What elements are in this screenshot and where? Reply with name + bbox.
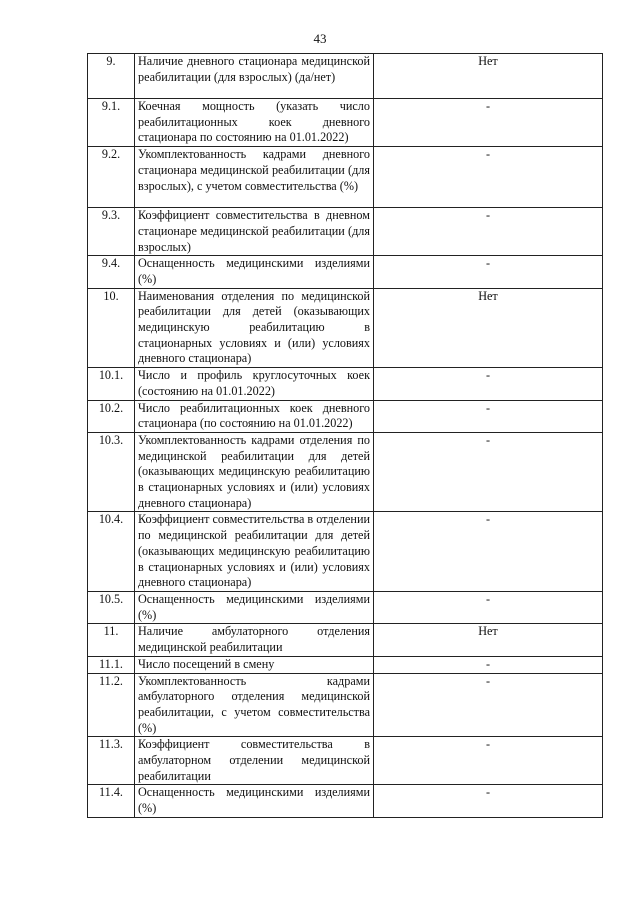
table-row bbox=[88, 512, 603, 592]
indicator-value-cell: Нет bbox=[374, 624, 603, 656]
indicator-name-cell: Укомплектованность кадрами отделения по медицинской реабилитации для детей (оказывающих медицинскую реабилитацию в стационарных условиях и (или) условиях дневного стационара) bbox=[135, 432, 374, 512]
indicator-value-cell: - bbox=[374, 785, 603, 817]
indicator-name-cell: Коечная мощность (указать число реабилитационных коек дневного стационара по состоянию на 01.01.2022) bbox=[135, 99, 374, 147]
indicator-value-cell: Нет bbox=[374, 288, 603, 368]
indicator-name-cell: Укомплектованность кадрами амбулаторного отделения медицинской реабилитации, с учетом совместительства (%) bbox=[135, 673, 374, 737]
indicator-name-cell: Оснащенность медицинскими изделиями (%) bbox=[135, 256, 374, 288]
indicator-name-cell: Число реабилитационных коек дневного стационара (по состоянию на 01.01.2022) bbox=[135, 400, 374, 432]
table-row bbox=[88, 54, 603, 99]
table-row bbox=[88, 288, 603, 368]
indicator-value-cell: - bbox=[374, 400, 603, 432]
table-row bbox=[88, 737, 603, 785]
table-row bbox=[88, 673, 603, 737]
indicator-value-cell: - bbox=[374, 512, 603, 592]
indicator-value-cell: - bbox=[374, 208, 603, 256]
table-row bbox=[88, 99, 603, 147]
row-number-cell: 10.2. bbox=[88, 400, 135, 432]
table-row bbox=[88, 400, 603, 432]
indicator-value-cell: - bbox=[374, 656, 603, 673]
indicator-name-cell: Коэффициент совместительства в дневном стационаре медицинской реабилитации (для взрослых) bbox=[135, 208, 374, 256]
table-row bbox=[88, 256, 603, 288]
row-number-cell: 9. bbox=[88, 54, 135, 99]
row-number-cell: 9.1. bbox=[88, 99, 135, 147]
table-body bbox=[88, 54, 603, 818]
indicators-table bbox=[87, 53, 603, 818]
indicator-name-cell: Наличие амбулаторного отделения медицинской реабилитации bbox=[135, 624, 374, 656]
indicator-value-cell: - bbox=[374, 432, 603, 512]
indicator-value-cell: - bbox=[374, 99, 603, 147]
table-row bbox=[88, 624, 603, 656]
row-number-cell: 9.2. bbox=[88, 147, 135, 208]
table-row bbox=[88, 208, 603, 256]
indicator-name-cell: Оснащенность медицинскими изделиями (%) bbox=[135, 785, 374, 817]
row-number-cell: 11. bbox=[88, 624, 135, 656]
table-row bbox=[88, 432, 603, 512]
row-number-cell: 10.5. bbox=[88, 591, 135, 623]
indicator-value-cell: - bbox=[374, 256, 603, 288]
table-row bbox=[88, 656, 603, 673]
row-number-cell: 9.3. bbox=[88, 208, 135, 256]
indicator-value-cell: - bbox=[374, 737, 603, 785]
table-row bbox=[88, 368, 603, 400]
table-row bbox=[88, 591, 603, 623]
indicator-value-cell: - bbox=[374, 368, 603, 400]
row-number-cell: 11.2. bbox=[88, 673, 135, 737]
indicator-name-cell: Коэффициент совместительства в амбулаторном отделении медицинской реабилитации bbox=[135, 737, 374, 785]
indicator-name-cell: Число посещений в смену bbox=[135, 656, 374, 673]
table-row bbox=[88, 147, 603, 208]
indicator-value-cell: - bbox=[374, 673, 603, 737]
table-row bbox=[88, 785, 603, 817]
row-number-cell: 10.3. bbox=[88, 432, 135, 512]
row-number-cell: 10. bbox=[88, 288, 135, 368]
row-number-cell: 10.1. bbox=[88, 368, 135, 400]
indicator-name-cell: Число и профиль круглосуточных коек (состоянию на 01.01.2022) bbox=[135, 368, 374, 400]
indicator-name-cell: Наименования отделения по медицинской реабилитации для детей (оказывающих медицинскую реабилитацию в стационарных условиях и (или) условиях дневного стационара) bbox=[135, 288, 374, 368]
indicator-name-cell: Укомплектованность кадрами дневного стационара медицинской реабилитации (для взрослых), с учетом совместительства (%) bbox=[135, 147, 374, 208]
row-number-cell: 11.3. bbox=[88, 737, 135, 785]
indicator-name-cell: Наличие дневного стационара медицинской реабилитации (для взрослых) (да/нет) bbox=[135, 54, 374, 99]
row-number-cell: 11.4. bbox=[88, 785, 135, 817]
row-number-cell: 10.4. bbox=[88, 512, 135, 592]
row-number-cell: 9.4. bbox=[88, 256, 135, 288]
page-number: 43 bbox=[313, 31, 327, 46]
indicator-name-cell: Коэффициент совместительства в отделении по медицинской реабилитации для детей (оказывающих медицинскую реабилитацию в стационарных условиях и (или) условиях дневного стационара) bbox=[135, 512, 374, 592]
row-number-cell: 11.1. bbox=[88, 656, 135, 673]
indicator-value-cell: - bbox=[374, 147, 603, 208]
indicator-name-cell: Оснащенность медицинскими изделиями (%) bbox=[135, 591, 374, 623]
indicator-value-cell: - bbox=[374, 591, 603, 623]
indicator-value-cell: Нет bbox=[374, 54, 603, 99]
